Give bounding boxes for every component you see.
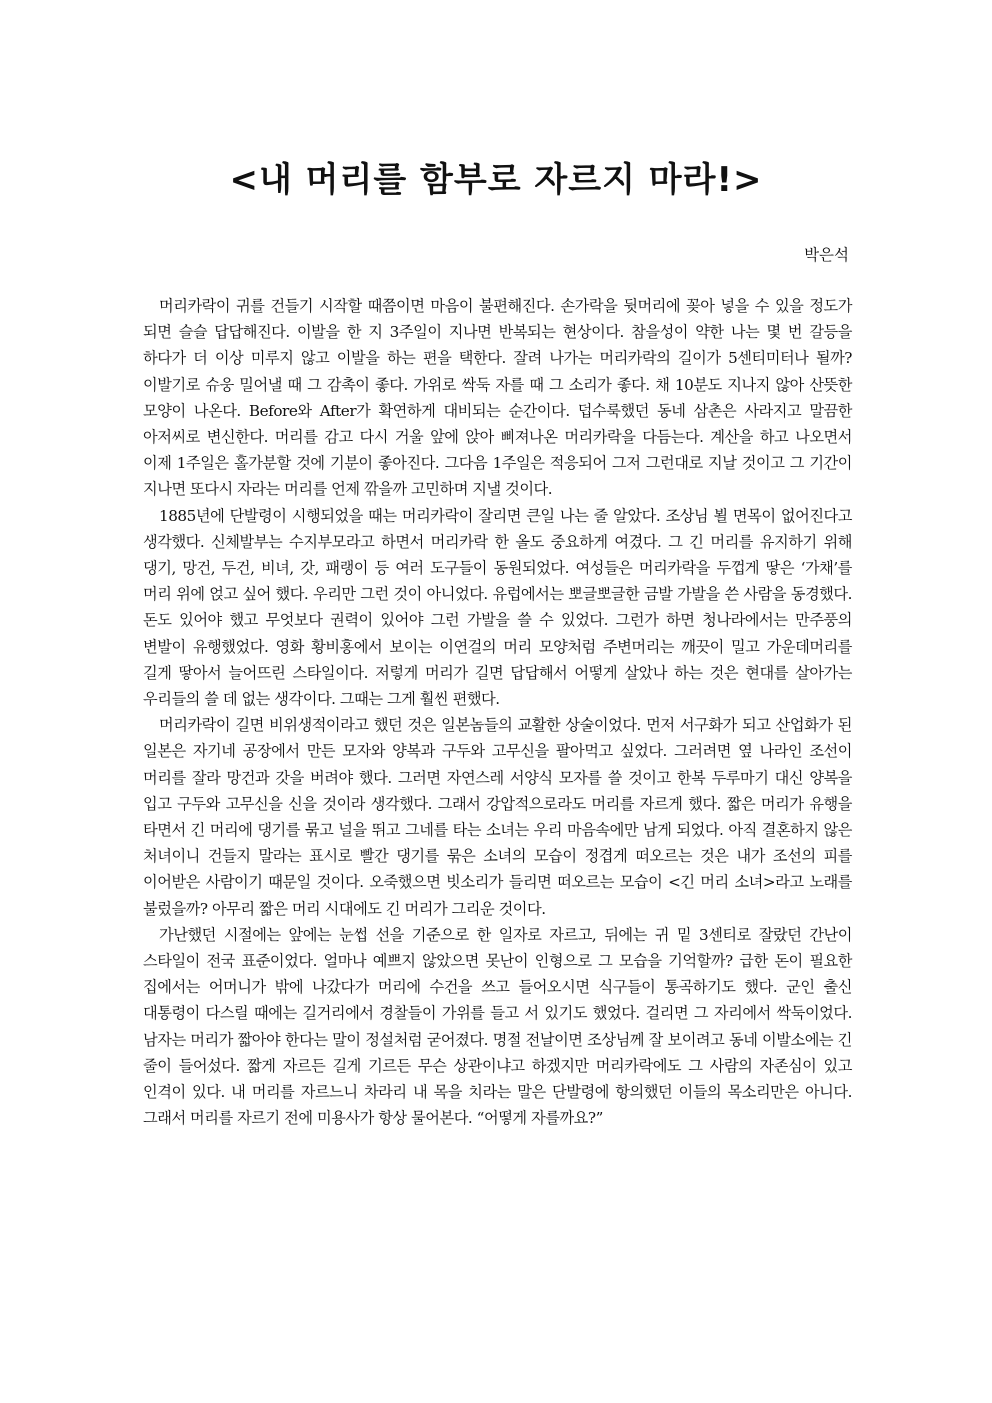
- paragraph: 1885년에 단발령이 시행되었을 때는 머리카락이 잘리면 큰일 나는 줄 알았다. 조상님 뵐 면목이 없어진다고 생각했다. 신체발부는 수지부모라고 하면서 머리카락 한 올도 중요하게 여겼다. 그 긴 머리를 유지하기 위해 댕기, 망건, 두건, 비녀, 갓, 패랭이 등 여러 도구들이 동원되었다. 여성들은 머리카락을 두껍게 땋은 ‘가채’를 머리 위에 얹고 싶어 했다. 우리만 그런 것이 아니었다. 유럽에서는 뽀글뽀글한 금발 가발을 쓴 사람을 동경했다. 돈도 있어야 했고 무엇보다 권력이 있어야 그런 가발을 쓸 수 있었다. 그런가 하면 청나라에서는 만주풍의 변발이 유행했었다. 영화 황비홍에서 보이는 이연걸의 머리 모양처럼 주변머리는 깨끗이 밀고 가운데머리를 길게 땋아서 늘어뜨린 스타일이다. 저렇게 머리가 길면 답답해서 어떻게 살았나 하는 것은 현대를 살아가는 우리들의 쓸 데 없는 생각이다. 그때는 그게 훨씬 편했다.: [143, 506, 852, 709]
- paragraph: 머리카락이 길면 비위생적이라고 했던 것은 일본놈들의 교활한 상술이었다. 먼저 서구화가 되고 산업화가 된 일본은 자기네 공장에서 만든 모자와 양복과 구두와 고무신을 팔아먹고 싶었다. 그러려면 옆 나라인 조선이 머리를 잘라 망건과 갓을 버려야 했다. 그러면 자연스레 서양식 모자를 쓸 것이고 한복 두루마기 대신 양복을 입고 구두와 고무신을 신을 것이라 생각했다. 그래서 강압적으로라도 머리를 자르게 했다. 짧은 머리가 유행을 타면서 긴 머리에 댕기를 묶고 널을 뛰고 그네를 타는 소녀는 우리 마음속에만 남게 되었다. 아직 결혼하지 않은 처녀이니 건들지 말라는 표시로 빨간 댕기를 묶은 소녀의 모습이 정겹게 떠오르는 것은 내가 조선의 피를 이어받은 사람이기 때문일 것이다. 오죽했으면 빗소리가 들리면 떠오르는 모습이 <긴 머리 소녀>라고 노래를 불렀을까? 아무리 짧은 머리 시대에도 긴 머리가 그리운 것이다.: [143, 716, 852, 918]
- author-name: 박은석: [804, 246, 849, 264]
- paragraph: 머리카락이 귀를 건들기 시작할 때쯤이면 마음이 불편해진다. 손가락을 뒷머리에 꽂아 넣을 수 있을 정도가 되면 슬슬 답답해진다. 이발을 한 지 3주일이 지나면 반복되는 현상이다. 참을성이 약한 나는 몇 번 갈등을 하다가 더 이상 미루지 않고 이발을 하는 편을 택한다. 잘려 나가는 머리카락의 길이가 5센티미터나 될까? 이발기로 슈웅 밀어낼 때 그 감촉이 좋다. 가위로 싹둑 자를 때 그 소리가 좋다. 채 10분도 지나지 않아 산뜻한 모양이 나온다. Before와 After가 확연하게 대비되는 순간이다. 덥수룩했던 동네 삼촌은 사라지고 말끔한 아저씨로 변신한다. 머리를 감고 다시 거울 앞에 앉아 삐져나온 머리카락을 다듬는다. 계산을 하고 나오면서 이제 1주일은 홀가분할 것에 기분이 좋아진다. 그다음 1주일은 적응되어 그저 그런대로 지날 것이고 그 기간이 지나면 또다시 자라는 머리를 언제 깎을까 고민하며 지낼 것이다.: [143, 297, 852, 499]
- paragraph: 가난했던 시절에는 앞에는 눈썹 선을 기준으로 한 일자로 자르고, 뒤에는 귀 밑 3센티로 잘랐던 간난이 스타일이 전국 표준이었다. 얼마나 예쁘지 않았으면 못난이 인형으로 그 모습을 기억할까? 급한 돈이 필요한 집에서는 어머니가 밖에 나갔다가 머리에 수건을 쓰고 들어오시면 식구들이 통곡하기도 했다. 군인 출신 대통령이 다스릴 때에는 길거리에서 경찰들이 가위를 들고 서 있기도 했었다. 걸리면 그 자리에서 싹둑이었다. 남자는 머리가 짧아야 한다는 말이 정설처럼 굳어졌다. 명절 전날이면 조상님께 잘 보이려고 동네 이발소에는 긴 줄이 들어섰다. 짧게 자르든 길게 기르든 무슨 상관이냐고 하겠지만 머리카락에도 그 사람의 자존심이 있고 인격이 있다. 내 머리를 자르느니 차라리 내 목을 치라는 말은 단발령에 항의했던 이들의 목소리만은 아니다. 그래서 머리를 자르기 전에 미용사가 항상 물어본다. “어떻게 자를까요?”: [143, 925, 852, 1128]
- document-body: [143, 293, 852, 1132]
- document-title: <내 머리를 함부로 자르지 마라!>: [229, 160, 763, 200]
